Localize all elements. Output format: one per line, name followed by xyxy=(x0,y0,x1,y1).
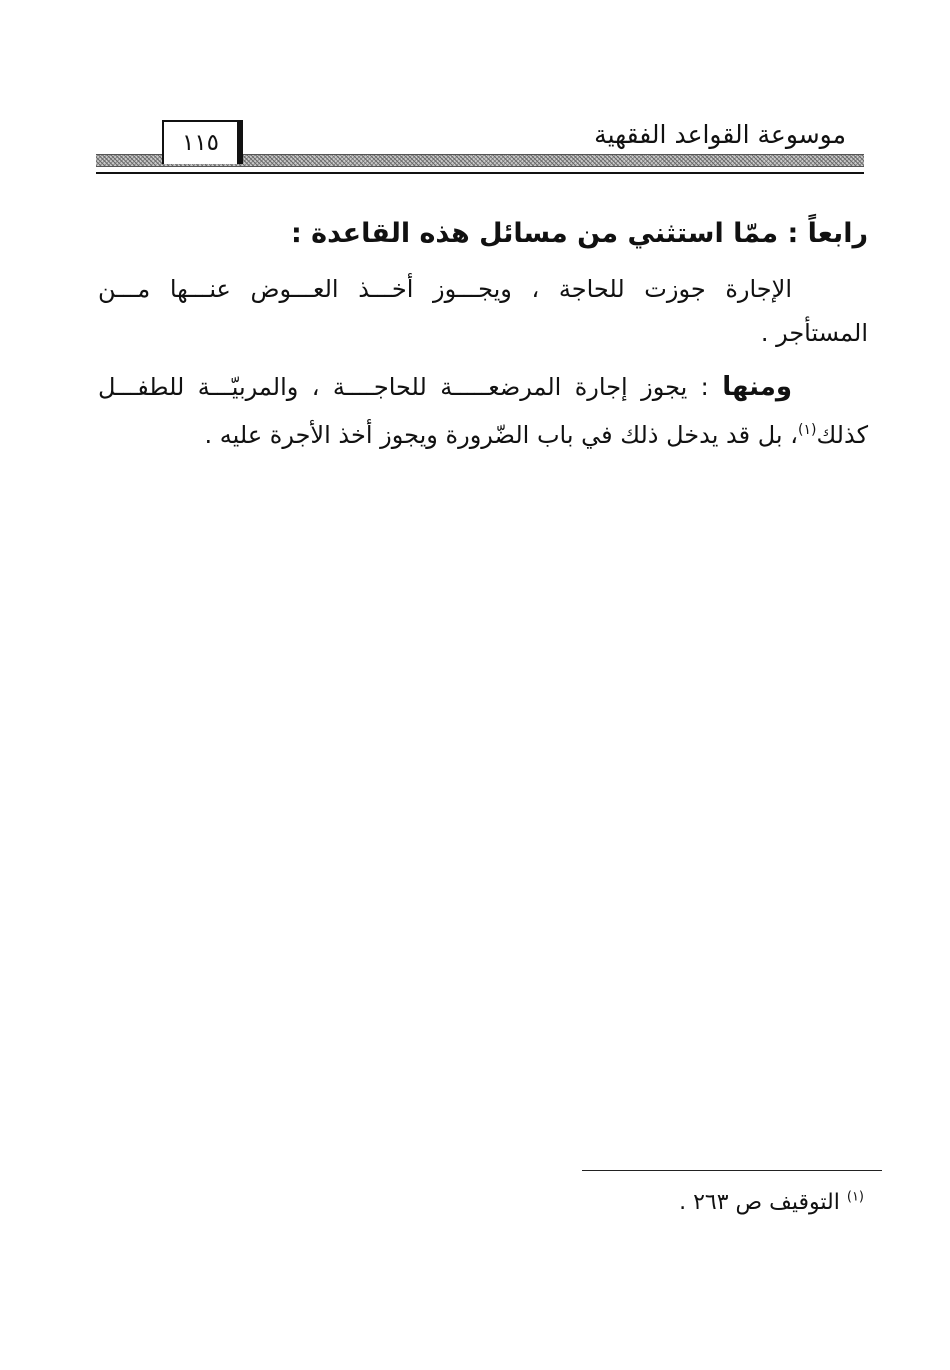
paragraph-2-line-1 xyxy=(98,364,868,410)
paragraph-1-line-1: الإجارة جوزت للحاجة ، ويجـــوز أخـــذ العـــوض عنـــها مـــن xyxy=(98,275,792,303)
paragraph-2-line-2-start: كذلك xyxy=(816,421,868,449)
paragraph-1 xyxy=(98,266,868,356)
footnote-1-marker: (١) xyxy=(846,1189,864,1205)
footnote-1-text: التوقيف ص ٢٦٣ . xyxy=(679,1190,840,1215)
page-number: ١١٥ xyxy=(162,120,243,164)
paragraph-2-line-2-text: ، بل قد يدخل ذلك في باب الضّرورة ويجوز أخذ الأجرة عليه . xyxy=(204,421,798,449)
paragraph-2 xyxy=(98,364,868,458)
footnote-1 xyxy=(679,1190,864,1215)
paragraph-2-line-2 xyxy=(98,412,868,458)
running-header-title: موسوعة القواعد الفقهية xyxy=(594,120,846,149)
section-heading: رابعاً : ممّا استثني من مسائل هذه القاعدة : xyxy=(290,218,868,249)
footnote-separator xyxy=(582,1170,882,1171)
footnote-reference[interactable]: (١) xyxy=(797,422,817,438)
paragraph-1-line-2: المستأجر . xyxy=(760,319,868,347)
paragraph-2-line-1-text: : يجوز إجارة المرضعـــــة للحاجــــة ، والمربيّـــة للطفـــل xyxy=(98,373,723,401)
paragraph-2-lead-word: ومنها xyxy=(722,372,792,402)
header-rule xyxy=(96,172,864,174)
